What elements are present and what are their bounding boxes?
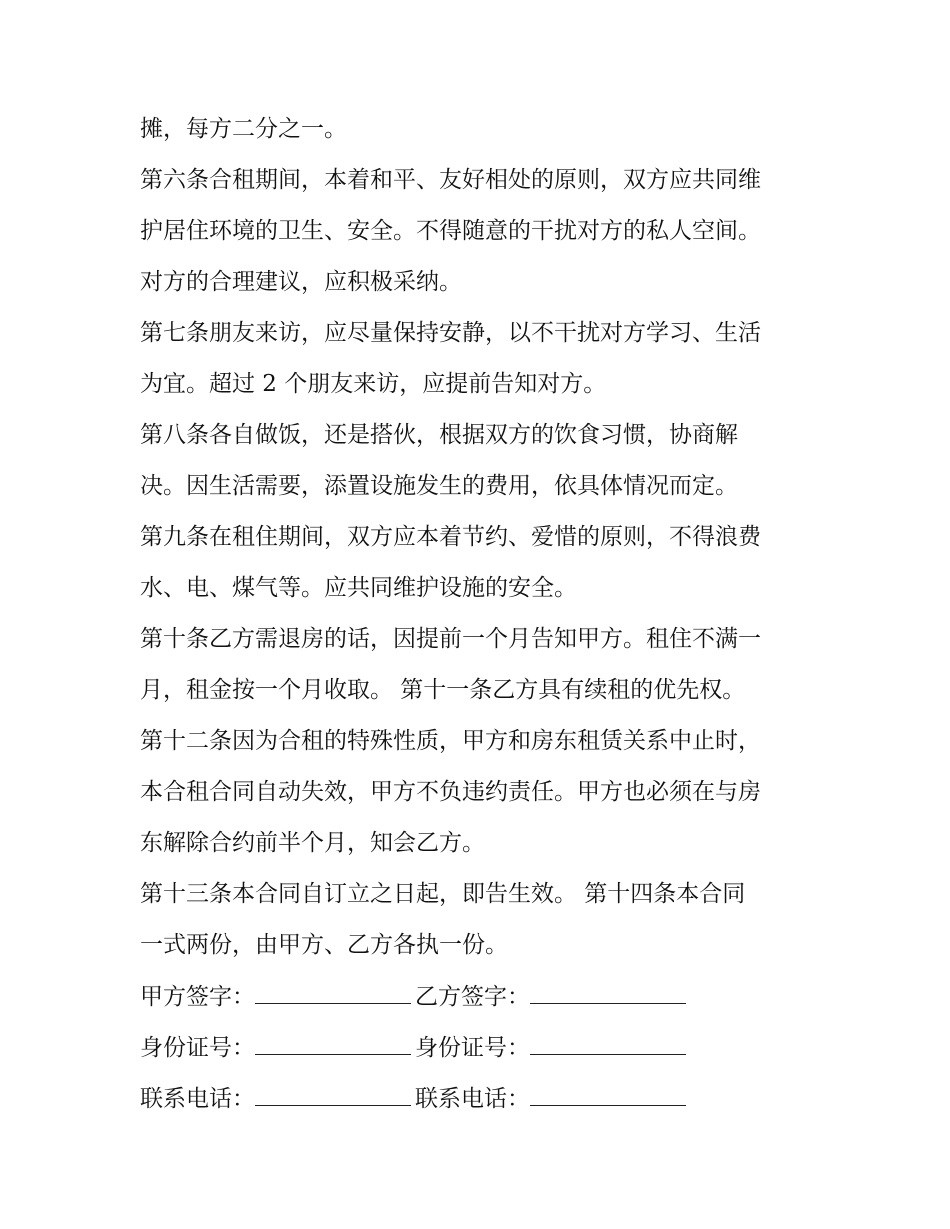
party-b-id-label: 身份证号： (415, 1035, 530, 1061)
text-line: 一式两份，由甲方、乙方各执一份。 (140, 932, 508, 958)
text-line: 决。因生活需要，添置设施发生的费用，依具体情况而定。 (140, 473, 738, 499)
party-a-phone-label: 联系电话： (140, 1086, 255, 1112)
party-a-signature-label: 甲方签字： (140, 984, 255, 1010)
signature-row-phone (140, 1077, 820, 1128)
signature-row-id-number (140, 1026, 820, 1077)
text-line: 第八条各自做饭，还是搭伙，根据双方的饮食习惯，协商解 (140, 422, 738, 448)
text-line: 第六条合租期间，本着和平、友好相处的原则，双方应共同维 (140, 167, 761, 193)
text-line: 东解除合约前半个月，知会乙方。 (140, 830, 485, 856)
signature-row-party-sign (140, 975, 820, 1026)
party-b-signature-label: 乙方签字： (415, 984, 530, 1010)
text-line: 本合租合同自动失效，甲方不负违约责任。甲方也必须在与房 (140, 779, 761, 805)
party-b-id-blank (530, 1026, 686, 1055)
text-line: 第十二条因为合租的特殊性质，甲方和房东租赁关系中止时， (140, 728, 761, 754)
contract-text (140, 108, 820, 1128)
text-line: 摊，每方二分之一。 (140, 116, 347, 142)
text-line: 第九条在租住期间，双方应本着节约、爱惜的原则，不得浪费 (140, 524, 761, 550)
party-a-phone-blank (255, 1077, 411, 1106)
party-b-signature-blank (530, 975, 686, 1004)
party-a-id-blank (255, 1026, 411, 1055)
text-line: 第十三条本合同自订立之日起，即告生效。 第十四条本合同 (140, 881, 746, 907)
text-line: 水、电、煤气等。应共同维护设施的安全。 (140, 575, 577, 601)
party-b-phone-blank (530, 1077, 686, 1106)
text-line: 第十条乙方需退房的话，因提前一个月告知甲方。租住不满一 (140, 626, 761, 652)
text-line: 为宜。超过 2 个朋友来访，应提前告知对方。 (140, 371, 607, 397)
text-line: 月，租金按一个月收取。 第十一条乙方具有续租的优先权。 (140, 677, 746, 703)
text-line: 护居住环境的卫生、安全。不得随意的干扰对方的私人空间。 (140, 218, 761, 244)
party-a-signature-blank (255, 975, 411, 1004)
party-a-id-label: 身份证号： (140, 1035, 255, 1061)
party-b-phone-label: 联系电话： (415, 1086, 530, 1112)
text-line: 对方的合理建议，应积极采纳。 (140, 269, 462, 295)
text-line: 第七条朋友来访，应尽量保持安静，以不干扰对方学习、生活 (140, 320, 761, 346)
